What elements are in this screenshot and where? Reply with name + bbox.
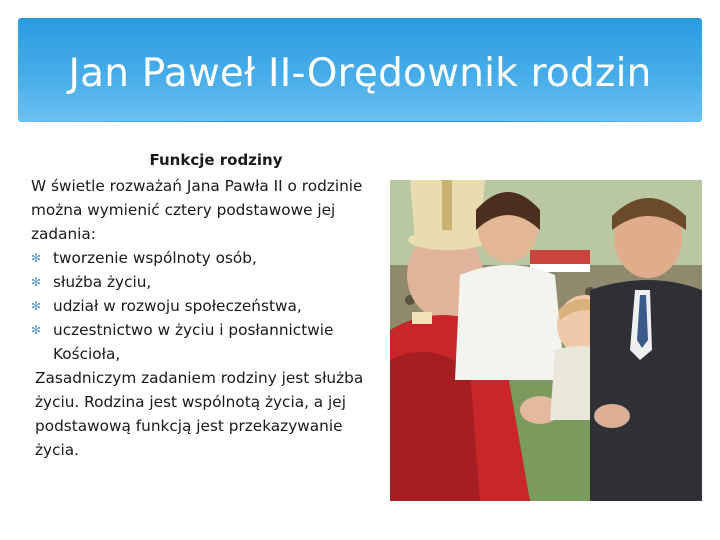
bullet-label: tworzenie wspólnoty osób, bbox=[53, 249, 257, 267]
asterisk-bullet-icon: ✻ bbox=[31, 323, 42, 337]
bullet-label: uczestnictwo w życiu i posłannictwie Kościoła, bbox=[53, 321, 334, 363]
photo-pope-with-family bbox=[390, 180, 702, 501]
closing-paragraph: Zasadniczym zadaniem rodziny jest służba życiu. Rodzina jest wspólnotą życia, a jej podstawową funkcją jest przekazywanie życia. bbox=[35, 369, 364, 459]
intro-paragraph: W świetle rozważań Jana Pawła II o rodzinie można wymienić cztery podstawowe jej zadania: bbox=[31, 177, 363, 243]
slide-subtitle: Funkcje rodziny bbox=[149, 151, 283, 169]
asterisk-bullet-icon: ✻ bbox=[31, 275, 42, 289]
asterisk-bullet-icon: ✻ bbox=[31, 251, 42, 265]
bullet-item bbox=[31, 294, 371, 318]
asterisk-bullet-icon: ✻ bbox=[31, 299, 42, 313]
bullet-list bbox=[31, 246, 371, 366]
slide-body bbox=[31, 148, 371, 462]
banner-divider bbox=[18, 121, 702, 122]
bullet-label: udział w rozwoju społeczeństwa, bbox=[53, 297, 302, 315]
slide-title: Jan Paweł II-Orędownik rodzin bbox=[68, 50, 652, 96]
title-banner bbox=[18, 18, 702, 122]
bullet-item bbox=[31, 246, 371, 270]
bullet-item bbox=[31, 270, 371, 294]
bullet-item bbox=[31, 318, 371, 366]
bullet-label: służba życiu, bbox=[53, 273, 152, 291]
